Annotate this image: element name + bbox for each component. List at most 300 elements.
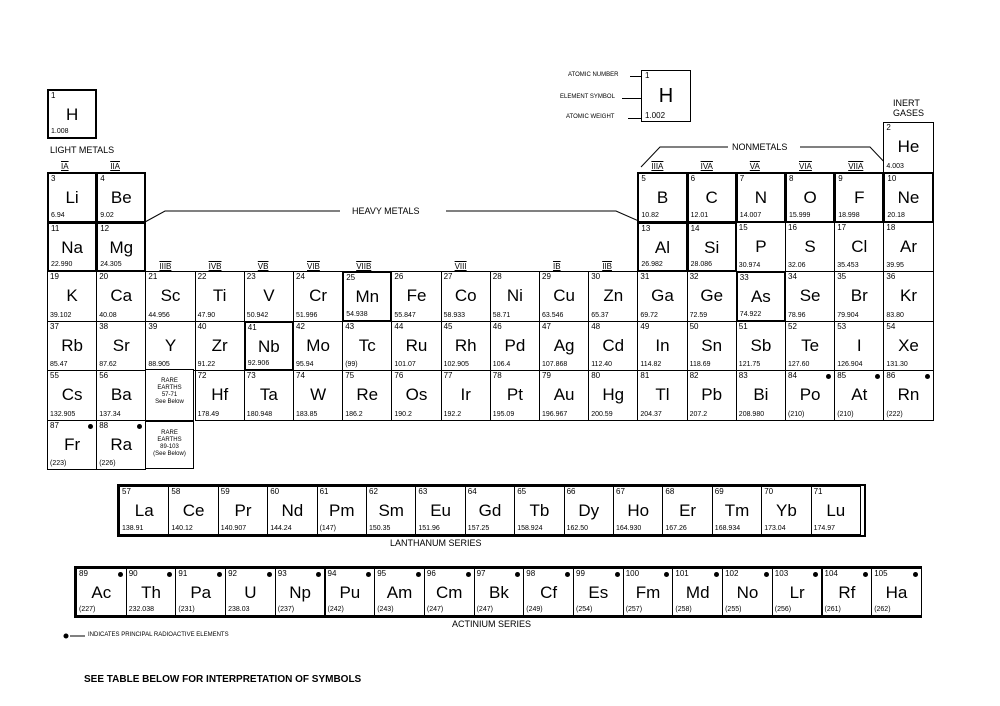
element-o	[785, 172, 835, 223]
element-symbol: Rn	[897, 385, 920, 404]
atomic-weight: 157.25	[467, 525, 490, 532]
atomic-number: 36	[886, 272, 896, 281]
atomic-number: 65	[517, 487, 527, 496]
element-br	[834, 271, 884, 322]
atomic-weight: 28.086	[690, 261, 713, 268]
atomic-number: 45	[443, 321, 453, 331]
atomic-weight: 15.999	[789, 211, 811, 219]
element-symbol: Pt	[506, 385, 523, 404]
element-symbol: Po	[799, 385, 821, 404]
element-symbol: Ge	[700, 286, 724, 305]
atomic-number: 79	[542, 371, 551, 380]
element-symbol: Pm	[329, 501, 355, 520]
element-symbol: Xe	[898, 335, 919, 355]
key-atomic-number-label: ATOMIC NUMBER	[568, 72, 619, 78]
element-symbol: O	[803, 188, 817, 207]
atomic-number: 78	[492, 371, 502, 380]
atomic-number: 102	[725, 569, 739, 578]
atomic-number: 38	[99, 321, 109, 331]
radioactive-dot-icon	[316, 572, 321, 577]
element-cu	[539, 271, 589, 322]
inert-gases-label: INERT GASES	[893, 98, 925, 118]
element-pb	[687, 370, 737, 421]
atomic-weight: 232.038	[128, 606, 154, 613]
atomic-number: 2	[886, 123, 891, 132]
atomic-number: 50	[689, 321, 699, 331]
atomic-number: 52	[788, 321, 797, 331]
light-metals-label: LIGHT METALS	[50, 145, 115, 155]
atomic-number: 90	[128, 569, 138, 578]
element-symbol: Li	[65, 188, 79, 207]
atomic-weight: (255)	[725, 606, 742, 613]
element-hg	[588, 370, 638, 421]
element-pm	[317, 486, 367, 535]
element-symbol: Cs	[61, 385, 83, 404]
atomic-weight: 162.50	[566, 525, 589, 532]
element-ni	[490, 271, 540, 322]
atomic-number: 58	[171, 487, 181, 496]
element-symbol: C	[705, 188, 718, 207]
radioactive-dot-icon	[863, 572, 868, 577]
element-rh	[441, 321, 491, 372]
atomic-weight: (237)	[277, 606, 295, 613]
element-p	[736, 222, 786, 273]
element-symbol: Ac	[91, 583, 112, 602]
element-symbol: Nd	[281, 501, 304, 520]
element-symbol: Ra	[110, 434, 133, 454]
element-he	[883, 122, 933, 173]
element-sr	[96, 321, 146, 372]
atomic-weight: (243)	[377, 606, 394, 613]
element-i	[834, 321, 884, 372]
atomic-number: 23	[246, 272, 256, 281]
atomic-number: 64	[467, 487, 477, 496]
atomic-weight: 180.948	[246, 410, 273, 418]
element-symbol: Sb	[750, 335, 772, 355]
radioactive-dot-icon	[217, 572, 222, 577]
radioactive-dot-icon	[813, 572, 818, 577]
atomic-weight: 51.996	[296, 311, 318, 319]
atomic-number: 21	[148, 272, 158, 281]
atomic-weight: 183.85	[296, 410, 318, 418]
element-symbol: N	[754, 188, 768, 207]
element-no	[722, 568, 773, 616]
element-li	[47, 172, 97, 223]
radioactive-dot-icon	[416, 572, 421, 577]
element-s	[785, 222, 835, 273]
element-v	[244, 271, 294, 322]
atomic-weight: 4.003	[886, 163, 904, 170]
atomic-weight: (247)	[476, 606, 493, 613]
element-ba	[96, 370, 146, 421]
element-sb	[736, 321, 786, 372]
element-symbol: Cr	[309, 286, 328, 305]
atomic-number: 31	[640, 272, 650, 281]
atomic-weight: 88.905	[148, 361, 170, 368]
element-symbol: Se	[799, 286, 821, 305]
element-nb	[244, 321, 294, 372]
group-label: IIB	[602, 262, 612, 271]
atomic-number: 25	[346, 273, 356, 282]
element-fr	[47, 420, 97, 471]
atomic-weight: 50.942	[246, 311, 269, 319]
atomic-weight: 144.24	[270, 525, 292, 532]
atomic-weight: 20.18	[887, 211, 905, 219]
rare-earths-actinides-note: RARE EARTHS 89-103 (See Below)	[153, 430, 186, 457]
element-hf	[195, 370, 245, 421]
element-es	[573, 568, 624, 616]
element-in	[637, 321, 687, 372]
element-co	[441, 271, 491, 322]
element-ta	[244, 370, 294, 421]
element-pu	[325, 568, 376, 616]
radioactive-dot-icon	[137, 424, 142, 429]
element-pr	[218, 486, 268, 535]
atomic-weight: 173.04	[764, 525, 786, 532]
group-label: IIIB	[159, 262, 172, 271]
atomic-number: 18	[886, 222, 896, 232]
atomic-weight: 132.905	[50, 410, 76, 418]
group-label: IIA	[110, 162, 120, 171]
group-label: IA	[61, 162, 69, 171]
radioactive-dot-icon	[826, 374, 831, 379]
radioactive-dot-icon	[925, 374, 930, 379]
atomic-number: 7	[739, 174, 745, 183]
element-y	[145, 321, 195, 372]
element-be	[96, 172, 146, 223]
element-cr	[293, 271, 343, 322]
atomic-weight: 18.998	[838, 211, 860, 219]
atomic-number: 19	[50, 272, 59, 281]
element-la	[119, 486, 169, 535]
element-nd	[267, 486, 317, 535]
element-symbol: Pr	[234, 501, 252, 520]
atomic-number: 67	[616, 487, 625, 496]
element-symbol: Pb	[701, 385, 723, 404]
element-symbol: Ca	[110, 286, 133, 305]
atomic-weight: 83.80	[886, 311, 904, 319]
element-symbol: Zn	[603, 286, 624, 305]
atomic-weight: 55.847	[394, 311, 416, 319]
element-symbol: Cu	[553, 286, 575, 305]
element-symbol: Ta	[259, 385, 278, 404]
element-ca	[96, 271, 146, 322]
element-ge	[687, 271, 737, 322]
atomic-number: 70	[764, 487, 774, 496]
atomic-weight: 10.82	[641, 211, 659, 219]
atomic-number: 49	[640, 321, 650, 331]
element-symbol: Os	[405, 385, 428, 404]
radioactive-dot-icon	[267, 572, 272, 577]
radioactive-note: INDICATES PRINCIPAL RADIOACTIVE ELEMENTS	[88, 632, 229, 638]
radioactive-dot-icon	[615, 572, 620, 577]
element-symbol: Be	[110, 188, 132, 207]
element-symbol: Es	[588, 583, 609, 602]
atomic-number: 88	[99, 420, 109, 430]
atomic-weight: (257)	[625, 606, 643, 613]
atomic-weight: 168.934	[714, 525, 741, 532]
atomic-number: 54	[886, 321, 896, 331]
atomic-number: 4	[100, 174, 105, 183]
atomic-number: 20	[99, 272, 109, 281]
atomic-weight: (226)	[99, 460, 116, 467]
radioactive-dot-icon	[565, 572, 570, 577]
atomic-number: 100	[625, 569, 640, 578]
atomic-number: 63	[418, 487, 428, 496]
element-symbol: W	[310, 385, 327, 404]
atomic-weight: (256)	[774, 606, 792, 613]
element-symbol: Np	[289, 583, 311, 602]
element-lu	[811, 486, 861, 535]
atomic-weight: 40.08	[99, 311, 117, 319]
element-symbol: K	[66, 286, 78, 305]
element-kr	[883, 271, 933, 322]
radioactive-dot-icon	[466, 572, 471, 577]
element-symbol: Rf	[838, 583, 856, 602]
element-mn	[342, 271, 392, 322]
group-label: VB	[257, 262, 269, 271]
atomic-weight: 178.49	[197, 410, 220, 418]
element-symbol: Br	[850, 286, 868, 305]
element-er	[662, 486, 712, 535]
atomic-weight: 118.69	[689, 361, 711, 368]
element-symbol: V	[263, 286, 275, 305]
element-symbol: I	[856, 335, 862, 355]
atomic-number: 44	[394, 321, 404, 331]
atomic-weight: 63.546	[542, 311, 564, 319]
atomic-number: 99	[576, 569, 585, 578]
element-symbol: Kr	[899, 286, 917, 305]
element-mo	[293, 321, 343, 372]
atomic-weight: 78.96	[788, 311, 806, 319]
element-symbol: Er	[679, 501, 697, 520]
atomic-number: 56	[99, 371, 109, 380]
element-symbol: He	[897, 137, 920, 156]
atomic-weight: 101.07	[394, 361, 416, 368]
atomic-weight: 26.982	[641, 261, 663, 268]
element-at	[834, 370, 884, 421]
atomic-weight: 174.97	[813, 525, 836, 532]
element-symbol: Tl	[655, 385, 670, 404]
element-cd	[588, 321, 638, 372]
atomic-weight: 195.09	[492, 410, 515, 418]
element-symbol: Dy	[578, 501, 600, 520]
radioactive-dot-icon	[913, 572, 918, 577]
element-symbol: S	[804, 236, 816, 256]
element-symbol: Cm	[436, 583, 463, 602]
element-symbol: Cl	[851, 236, 868, 256]
radioactive-dot-icon	[515, 572, 520, 577]
element-symbol: Ni	[506, 286, 523, 305]
atomic-weight: 186.2	[345, 410, 363, 418]
element-md	[672, 568, 723, 616]
element-symbol: Sm	[378, 501, 404, 520]
element-bk	[474, 568, 525, 616]
atomic-weight: 32.06	[788, 262, 806, 269]
element-symbol: Au	[553, 385, 575, 404]
element-symbol: Mo	[306, 335, 330, 355]
atomic-weight: 58.933	[443, 311, 466, 319]
element-symbol: Sc	[160, 286, 181, 305]
element-xe	[883, 321, 933, 372]
atomic-number: 27	[443, 272, 453, 281]
atomic-number: 60	[270, 487, 280, 496]
atomic-weight: 107.868	[542, 361, 568, 368]
element-symbol: Rb	[61, 335, 83, 355]
element-symbol: Hf	[211, 385, 229, 404]
atomic-weight: 158.924	[517, 525, 543, 532]
radioactive-dot-icon	[118, 572, 123, 577]
atomic-weight: 58.71	[492, 311, 511, 319]
element-symbol: In	[655, 335, 670, 355]
atomic-number: 68	[665, 487, 675, 496]
element-symbol: Tc	[358, 335, 376, 355]
atomic-number: 61	[319, 487, 329, 496]
element-w	[293, 370, 343, 421]
group-label: IB	[553, 262, 561, 271]
atomic-number: 73	[246, 371, 256, 380]
atomic-weight: 151.96	[418, 525, 440, 532]
element-yb	[761, 486, 811, 535]
atomic-number: 22	[197, 272, 207, 281]
element-tm	[712, 486, 762, 535]
element-symbol: Ar	[899, 236, 917, 256]
atomic-number: 105	[874, 569, 888, 578]
atomic-weight: (258)	[675, 606, 692, 613]
element-symbol: Bk	[489, 583, 509, 602]
element-pa	[175, 568, 226, 616]
element-symbol: Hg	[602, 385, 625, 404]
element-n	[736, 172, 786, 223]
element-symbol: Re	[356, 385, 379, 404]
atomic-number: 28	[492, 272, 502, 281]
element-cs	[47, 370, 97, 421]
atomic-number: 85	[837, 371, 847, 380]
atomic-number: 5	[641, 174, 646, 183]
atomic-weight: 79.904	[837, 311, 859, 319]
element-symbol: Sr	[112, 335, 130, 355]
atomic-number: 84	[788, 371, 797, 380]
atomic-number: 76	[394, 371, 404, 380]
atomic-number: 75	[345, 371, 355, 380]
element-symbol: Nb	[258, 336, 280, 356]
atomic-weight: 35.453	[837, 262, 859, 269]
atomic-weight: (231)	[178, 606, 195, 613]
group-label: IVB	[208, 262, 222, 271]
atomic-weight: 207.2	[689, 410, 708, 418]
element-ac	[76, 568, 127, 616]
group-label: VIIB	[356, 262, 372, 271]
atomic-weight: 44.956	[148, 311, 170, 319]
element-eu	[415, 486, 465, 535]
atomic-weight: 14.007	[739, 211, 762, 219]
atomic-weight: 54.938	[346, 310, 368, 318]
atomic-weight: 65.37	[591, 311, 609, 319]
atomic-number: 47	[542, 321, 551, 331]
element-symbol: Ne	[897, 188, 920, 207]
radioactive-dot-icon	[88, 424, 93, 429]
element-symbol: Tm	[724, 501, 750, 520]
element-symbol: At	[851, 385, 868, 404]
atomic-weight: 92.906	[247, 360, 270, 367]
element-os	[391, 370, 441, 421]
atomic-weight: 204.37	[640, 410, 662, 418]
element-symbol: B	[656, 188, 669, 207]
element-symbol: Y	[164, 335, 177, 355]
atomic-weight: (254)	[576, 606, 593, 613]
radioactive-dot-icon	[714, 572, 719, 577]
atomic-weight: 102.905	[443, 361, 469, 368]
atomic-number: 39	[148, 321, 158, 331]
element-symbol: Th	[141, 583, 161, 602]
atomic-weight: 1.008	[51, 128, 69, 135]
atomic-number: 40	[197, 321, 207, 331]
atomic-number: 104	[824, 569, 838, 578]
element-symbol: Na	[61, 237, 83, 257]
element-fe	[391, 271, 441, 322]
element-am	[374, 568, 425, 616]
atomic-number: 95	[377, 569, 387, 578]
element-ar	[883, 222, 933, 273]
element-symbol: F	[854, 188, 865, 207]
element-ru	[391, 321, 441, 372]
element-symbol: Co	[454, 286, 477, 305]
atomic-number: 94	[327, 569, 337, 578]
element-symbol: As	[750, 287, 771, 306]
atomic-number: 24	[296, 272, 305, 281]
element-rn	[883, 370, 933, 421]
atomic-number: 46	[492, 321, 502, 331]
element-rf	[822, 568, 873, 616]
element-symbol: Fe	[406, 286, 427, 305]
key-element-symbol-label: ELEMENT SYMBOL	[560, 94, 615, 100]
atomic-number: 11	[51, 223, 60, 233]
group-label: VA	[749, 162, 760, 171]
atomic-weight: (210)	[837, 410, 854, 418]
atomic-number: 33	[739, 273, 749, 282]
element-ir	[441, 370, 491, 421]
atomic-weight: 192.2	[443, 410, 462, 418]
atomic-weight: 127.60	[788, 361, 810, 368]
atomic-weight: (261)	[824, 606, 841, 613]
atomic-number: 86	[886, 371, 896, 380]
group-label: VIB	[307, 262, 320, 271]
element-symbol: Bi	[753, 385, 769, 404]
radioactive-dot-icon	[875, 374, 880, 379]
element-symbol: Ti	[212, 286, 227, 305]
element-tb	[514, 486, 564, 535]
element-symbol: Gd	[478, 501, 502, 520]
atomic-number: 26	[394, 272, 404, 281]
atomic-number: 48	[591, 321, 601, 331]
element-si	[687, 222, 737, 273]
element-tl	[637, 370, 687, 421]
key-number: 1	[645, 71, 650, 80]
element-th	[126, 568, 177, 616]
element-f	[834, 172, 884, 223]
element-ga	[637, 271, 687, 322]
element-symbol: Ag	[553, 335, 575, 355]
atomic-weight: 24.305	[100, 261, 122, 268]
key-atomic-weight-label: ATOMIC WEIGHT	[566, 114, 615, 120]
element-symbol: Pa	[190, 583, 212, 602]
atomic-weight: 6.94	[51, 211, 65, 219]
atomic-number: 59	[220, 487, 230, 496]
element-au	[539, 370, 589, 421]
atomic-number: 29	[542, 272, 551, 281]
atomic-number: 42	[296, 321, 305, 331]
atomic-number: 37	[50, 321, 59, 331]
